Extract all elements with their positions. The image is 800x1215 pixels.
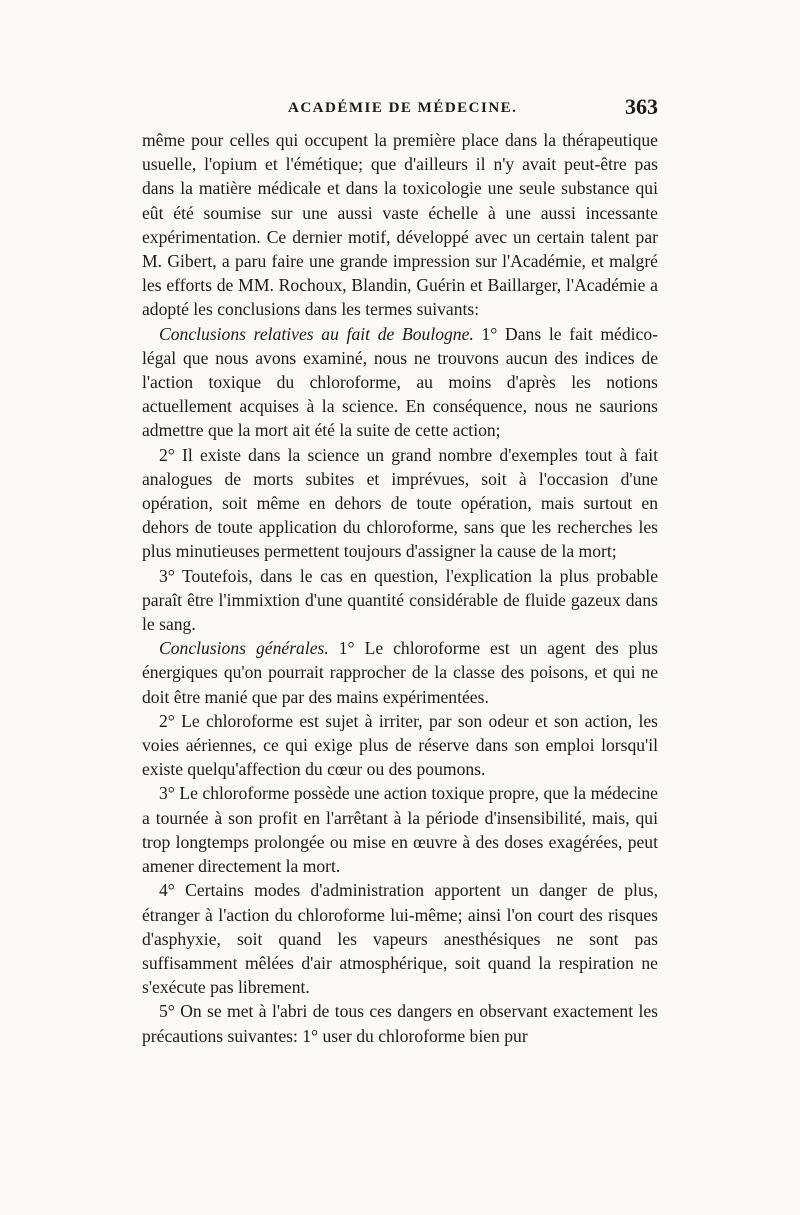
paragraph-text: 4° Certains modes d'administration apportent un danger de plus, étranger à l'action du chloroforme lui-même; ainsi l'on court des risques d'asphyxie, soit quand les vapeurs anesthésiques ne sont pas suffisamment mêlées d'air atmosphérique, soit quand la respiration ne s'exécute pas librement. bbox=[142, 880, 658, 998]
body-text bbox=[142, 128, 658, 1048]
paragraph-text: 3° Toutefois, dans le cas en question, l'explication la plus probable paraît être l'immixtion d'une quantité considérable de fluide gazeux dans le sang. bbox=[142, 565, 658, 635]
paragraph-text: 2° Il existe dans la science un grand nombre d'exemples tout à fait analogues de morts subites et imprévues, soit à l'occasion d'une opération, soit même en dehors de toute opération, mais surtout en dehors de toute application du chloroforme, sans que les recherches les plus minutieuses permettent toujours d'assigner la cause de la mort; bbox=[142, 444, 658, 562]
paragraph bbox=[142, 781, 658, 878]
paragraph bbox=[142, 564, 658, 637]
page-header bbox=[142, 96, 658, 126]
running-title: ACADÉMIE DE MÉDECINE. bbox=[288, 100, 518, 116]
paragraph-text: même pour celles qui occupent la première place dans la thérapeutique usuelle, l'opium et l'émétique; que d'ailleurs il n'y avait peut-être pas dans la matière médicale et dans la toxicologie une seule substance qui eût été soumise sur une aussi vaste échelle à une aussi incessante expérimentation. Ce dernier motif, développé avec un certain talent par M. Gibert, a paru faire une grande impression sur l'Académie, et malgré les efforts de MM. Rochoux, Blandin, Guérin et Baillarger, l'Académie a adopté les conclusions dans les termes suivants: bbox=[142, 130, 658, 320]
page-number: 363 bbox=[625, 94, 658, 119]
paragraph bbox=[142, 128, 658, 322]
paragraph bbox=[142, 878, 658, 999]
paragraph-text: 5° On se met à l'abri de tous ces dangers en observant exactement les précautions suivantes: 1° user du chloroforme bien pur bbox=[142, 1001, 658, 1046]
paragraph-lead: Conclusions relatives au fait de Boulogne. bbox=[159, 323, 474, 344]
paragraph-lead: Conclusions générales. bbox=[159, 638, 329, 659]
paragraph bbox=[142, 636, 658, 709]
paragraph bbox=[142, 999, 658, 1047]
paragraph bbox=[142, 709, 658, 782]
paragraph-text: 1° Le chloroforme est un agent des plus énergiques qu'on pourrait rapprocher de la classe des poisons, et qui ne doit être manié que par des mains expérimentées. bbox=[142, 638, 658, 707]
paragraph-text: 3° Le chloroforme possède une action toxique propre, que la médecine a tournée à son profit en l'arrêtant à la période d'insensibilité, mais, qui trop longtemps prolongée ou mise en œuvre à des doses exagérées, peut amener directement la mort. bbox=[142, 783, 658, 877]
paragraph bbox=[142, 322, 658, 443]
paragraph-text: 2° Le chloroforme est sujet à irriter, par son odeur et son action, les voies aériennes, ce qui exige plus de réserve dans son emploi lorsqu'il existe quelqu'affection du cœur ou des poumons. bbox=[142, 710, 658, 780]
paragraph bbox=[142, 443, 658, 564]
paragraph-text: 1° Dans le fait médico-légal que nous avons examiné, nous ne trouvons aucun des indices de l'action toxique du chloroforme, au moins d'après les notions actuellement acquises à la science. En conséquence, nous ne saurions admettre que la mort ait été la suite de cette action; bbox=[142, 323, 658, 441]
